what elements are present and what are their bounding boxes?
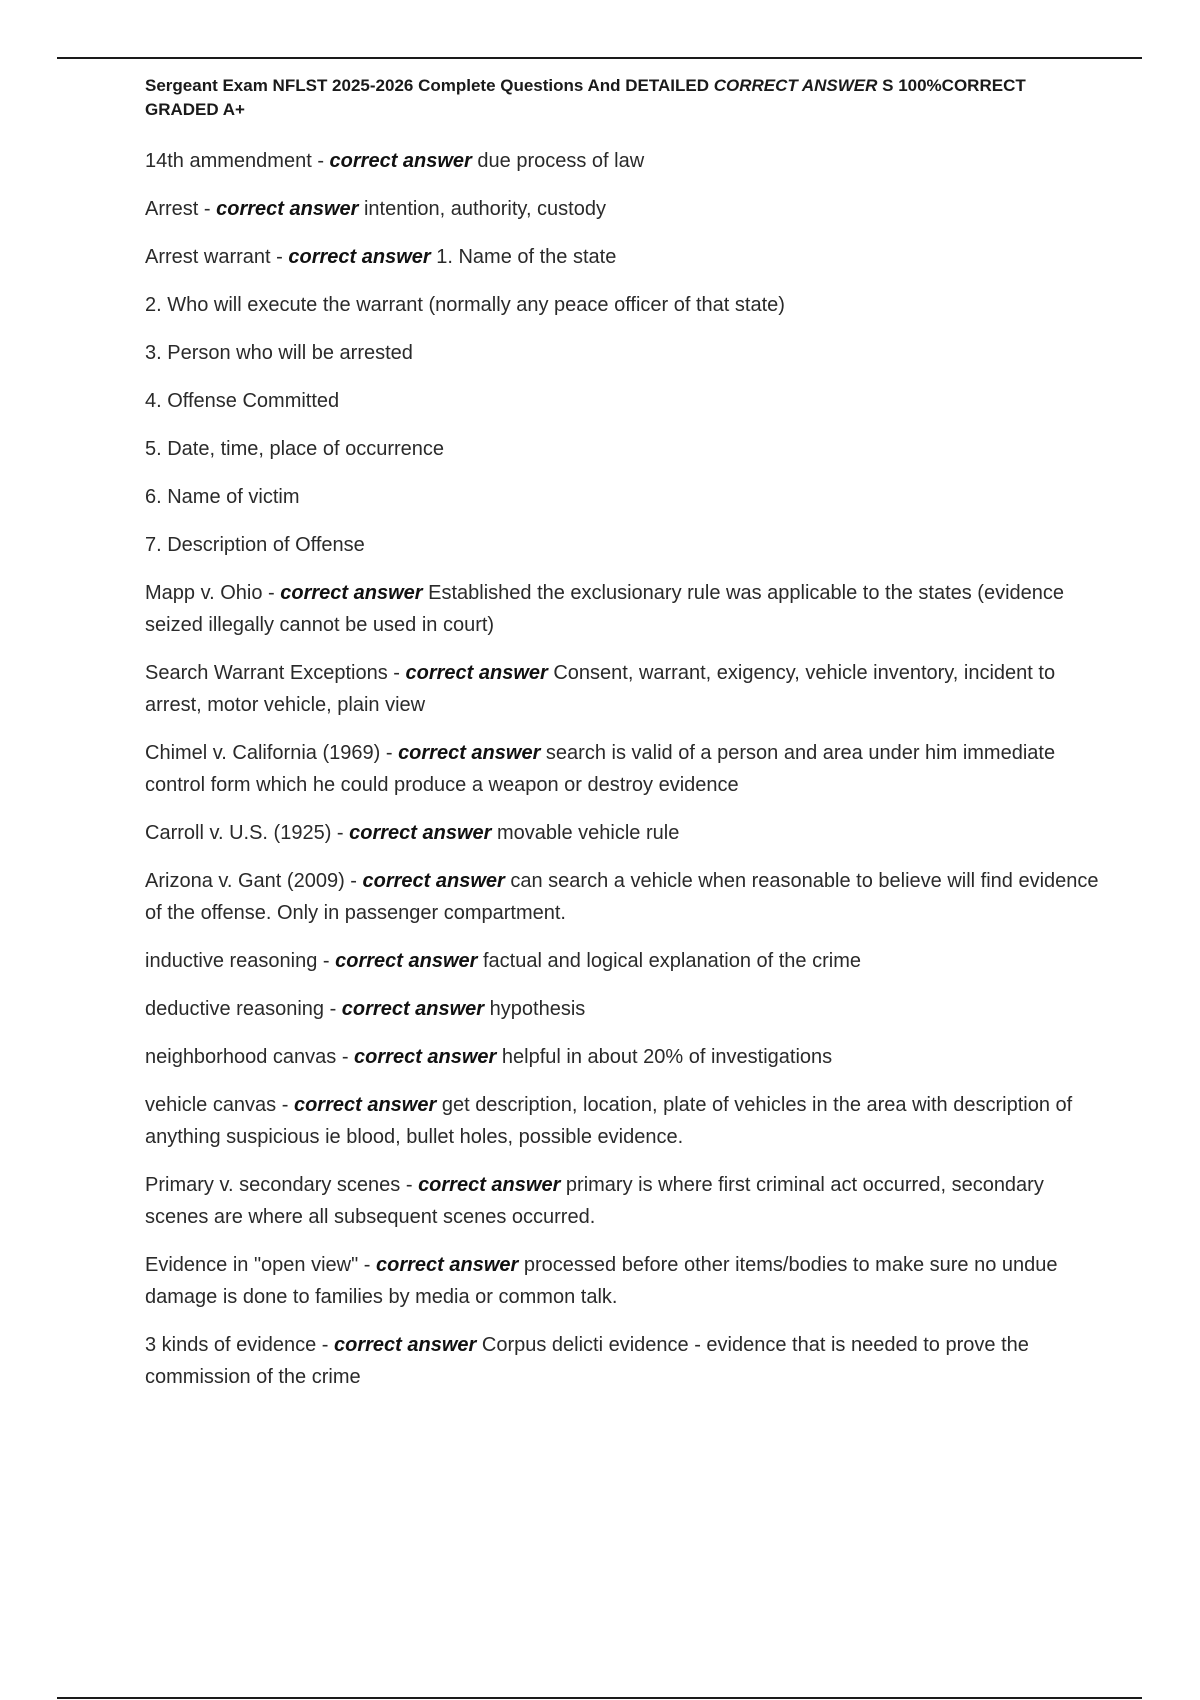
entry-term: Mapp v. Ohio [145, 582, 263, 604]
entry-separator: - [276, 1094, 294, 1116]
entry-term: Arrest warrant [145, 246, 271, 268]
entry-separator: - [336, 1046, 355, 1068]
correct-answer-label: correct answer [335, 950, 478, 972]
entry-text: 4. Offense Committed [145, 390, 340, 412]
top-rule [57, 57, 1142, 59]
entry-separator: - [400, 1174, 419, 1196]
correct-answer-label: correct answer [418, 1174, 561, 1196]
qa-entry [145, 529, 1100, 561]
entry-text: 6. Name of victim [145, 486, 300, 508]
qa-entry [145, 993, 1100, 1025]
title-text-end: S 100%CORRECT GRADED A+ [145, 76, 1026, 119]
entry-term: Arizona v. Gant (2009) [145, 870, 345, 892]
entry-answer: search is valid of a person and area under him immediate control form which he could produce a weapon or destroy evidence [145, 742, 1056, 796]
qa-entry [145, 1089, 1100, 1153]
qa-entry [145, 1329, 1100, 1393]
entry-separator: - [358, 1254, 376, 1276]
entry-text: 2. Who will execute the warrant (normally any peace officer of that state) [145, 294, 785, 316]
entry-answer: Consent, warrant, exigency, vehicle inventory, incident to arrest, motor vehicle, plain view [145, 662, 1056, 716]
qa-entry [145, 945, 1100, 977]
bottom-rule [57, 1697, 1142, 1699]
entry-answer: due process of law [477, 150, 645, 172]
entry-text: 3. Person who will be arrested [145, 342, 413, 364]
entry-answer: helpful in about 20% of investigations [501, 1046, 833, 1068]
entry-answer: 1. Name of the state [436, 246, 617, 268]
entry-term: 3 kinds of evidence [145, 1334, 317, 1356]
qa-entry [145, 1169, 1100, 1233]
entry-term: Evidence in "open view" [145, 1254, 359, 1276]
qa-entry [145, 865, 1100, 929]
entry-separator: - [316, 1334, 335, 1356]
qa-entry [145, 657, 1100, 721]
entry-separator: - [380, 742, 399, 764]
entry-term: Primary v. secondary scenes [145, 1174, 401, 1196]
correct-answer-label: correct answer [280, 582, 423, 604]
entry-separator: - [317, 950, 336, 972]
correct-answer-label: correct answer [354, 1046, 497, 1068]
entry-term: Search Warrant Exceptions [145, 662, 388, 684]
entry-text: 5. Date, time, place of occurrence [145, 438, 445, 460]
entry-separator: - [262, 582, 281, 604]
entry-answer: primary is where first criminal act occurred, secondary scenes are where all subsequent scenes occurred. [145, 1174, 1044, 1228]
entry-answer: movable vehicle rule [497, 822, 680, 844]
entry-term: deductive reasoning [145, 998, 325, 1020]
qa-entry [145, 481, 1100, 513]
correct-answer-label: correct answer [398, 742, 541, 764]
correct-answer-label: correct answer [288, 246, 431, 268]
document-title [145, 74, 1085, 122]
entry-answer: hypothesis [489, 998, 586, 1020]
correct-answer-label: correct answer [362, 870, 505, 892]
correct-answer-label: correct answer [293, 1094, 437, 1116]
correct-answer-label: correct answer [329, 150, 472, 172]
entry-separator: - [324, 998, 342, 1020]
qa-entry [145, 817, 1100, 849]
entry-separator: - [198, 198, 217, 220]
entry-separator: - [344, 870, 363, 892]
entry-answer: factual and logical explanation of the crime [482, 950, 861, 972]
entry-text: 7. Description of Offense [145, 534, 365, 556]
qa-entry [145, 433, 1100, 465]
entry-answer: intention, authority, custody [363, 198, 606, 220]
qa-entry [145, 241, 1100, 273]
entry-answer: can search a vehicle when reasonable to believe will find evidence of the offense. Only in passenger compartment. [145, 870, 1099, 924]
entry-answer: Corpus delicti evidence - evidence that is needed to prove the commission of the crime [145, 1334, 1029, 1388]
correct-answer-label: correct answer [334, 1334, 477, 1356]
qa-entry [145, 1041, 1100, 1073]
correct-answer-label: correct answer [405, 662, 548, 684]
title-text: Sergeant Exam NFLST 2025-2026 Complete Questions And DETAILED [145, 76, 714, 95]
qa-list [145, 145, 1100, 1409]
entry-separator: - [270, 246, 289, 268]
correct-answer-label: correct answer [376, 1254, 519, 1276]
qa-entry [145, 145, 1100, 177]
entry-term: vehicle canvas [145, 1094, 277, 1116]
qa-entry [145, 1249, 1100, 1313]
entry-term: 14th ammendment [145, 150, 312, 172]
title-italic-text: CORRECT ANSWER [713, 76, 878, 95]
entry-separator: - [387, 662, 406, 684]
qa-entry [145, 289, 1100, 321]
qa-entry [145, 577, 1100, 641]
qa-entry [145, 337, 1100, 369]
entry-term: neighborhood canvas [145, 1046, 337, 1068]
entry-answer: Established the exclusionary rule was applicable to the states (evidence seized illegally cannot be used in court) [145, 582, 1065, 636]
entry-separator: - [331, 822, 350, 844]
entry-term: Carroll v. U.S. (1925) [145, 822, 332, 844]
entry-term: inductive reasoning [145, 950, 318, 972]
correct-answer-label: correct answer [341, 998, 485, 1020]
entry-term: Arrest [145, 198, 199, 220]
qa-entry [145, 385, 1100, 417]
correct-answer-label: correct answer [216, 198, 359, 220]
qa-entry [145, 737, 1100, 801]
entry-separator: - [311, 150, 330, 172]
qa-entry [145, 193, 1100, 225]
entry-answer: processed before other items/bodies to make sure no undue damage is done to families by media or common talk. [145, 1254, 1058, 1308]
entry-answer: get description, location, plate of vehicles in the area with description of anything suspicious ie blood, bullet holes, possible evidence. [145, 1094, 1073, 1148]
entry-term: Chimel v. California (1969) [145, 742, 381, 764]
correct-answer-label: correct answer [349, 822, 492, 844]
